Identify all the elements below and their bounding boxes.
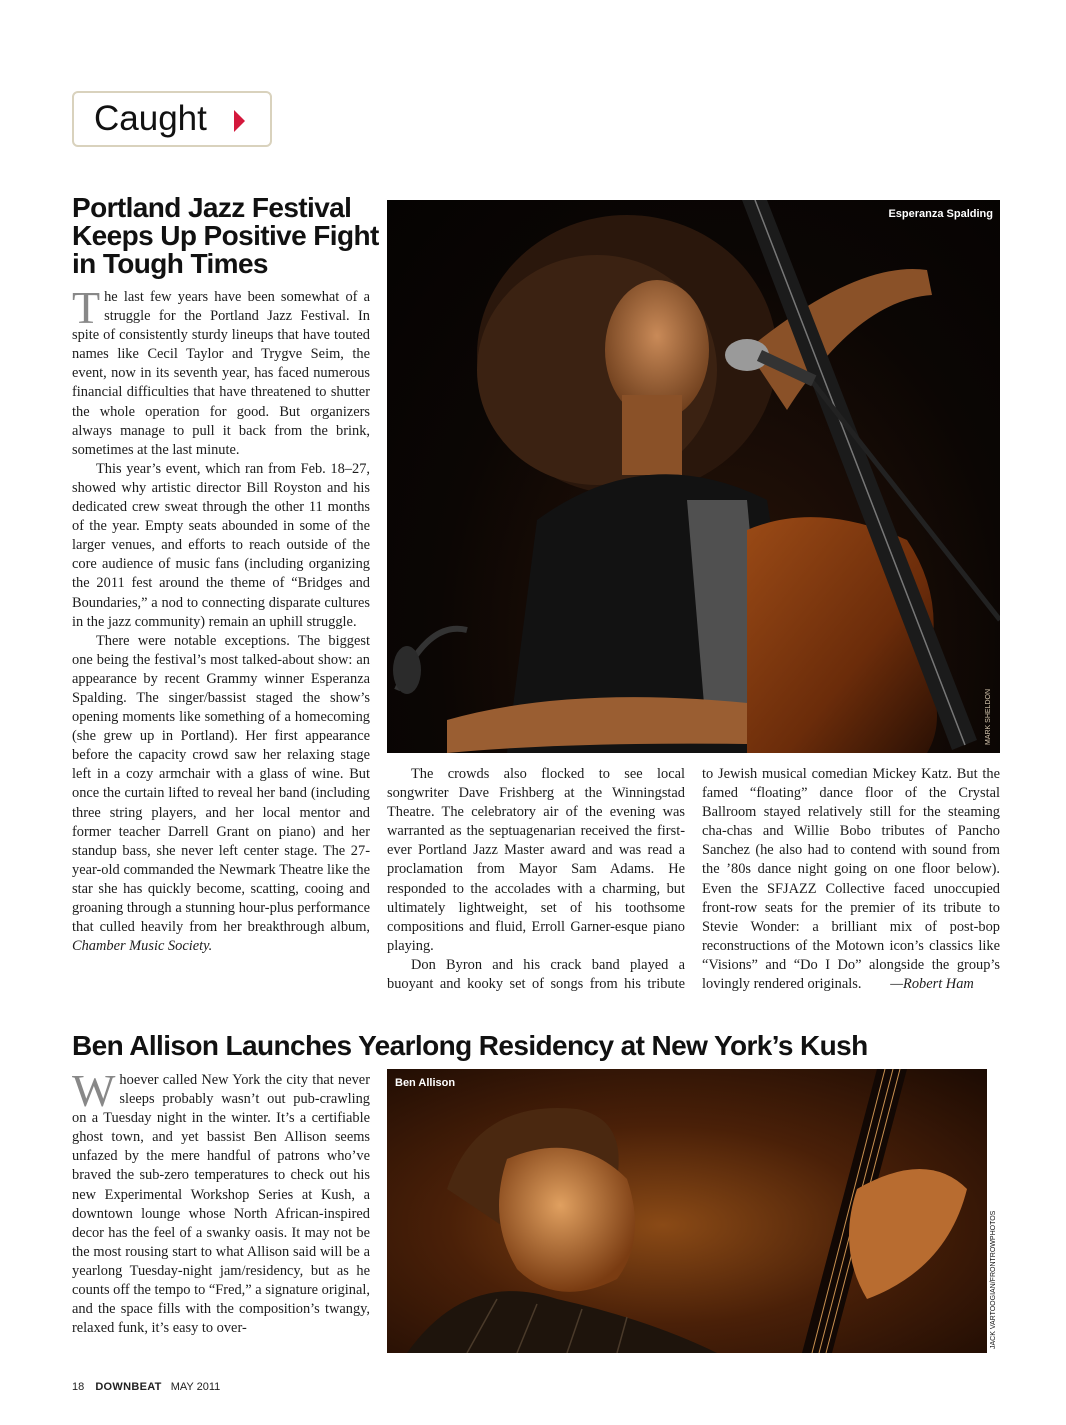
article1-paragraph: There were notable exceptions. The biggest one being the festival’s most talked-about show: an appearance by recent Grammy winner Esperanza Spalding. The singer/bassist staged the show’s opening moments like something of a homecoming (she grew up in Portland). Her first appearance before the capacity crowd saw her relaxing stage left in a cozy armchair with a glass of wine. But once the curtain lifted to reveal her band (including three string players, and her local mentor and former teacher Darrell Grant on piano) and her standup bass, she never left center stage. The 27-year-old commanded the Newmark Theatre like the star she has quickly become, scatting, cooing and groaning through a stunning hour-plus performance that culled heavily from her breakthrough album, Chamber Music Society. <box>72 632 370 955</box>
article1-paragraph: This year’s event, which ran from Feb. 18–27, showed why artistic director Bill Royston and his dedicated crew sweat through the other 11 months of the year. Empty seats abounded in some of the larger venues, and efforts to reach outside of the core audience of music fans (including organizing the 2011 fest around the theme of “Bridges and Boundaries,” a nod to connecting disparate cultures in the jazz community) remain an uphill struggle. <box>72 460 370 630</box>
triangle-right-icon <box>234 110 245 132</box>
article1-headline: Portland Jazz Festival Keeps Up Positive Fight in Tough Times <box>72 192 379 279</box>
article1-paragraph: to Jewish musical comedian Mickey Katz. But the famed “floating” dance floor of the Crystal Ballroom stayed relatively still for the steaming cha-chas and Willie Bobo tributes of Pancho Sanchez (he also had to contend with sound from the ’80s dance night going on one floor below). Even the SFJAZZ Collective faced unoccupied front-row seats for the premier of its tribute to Stevie Wonder: a brilliant mix of post-bop reconstructions of the Motown icon’s classics like “Visions” and “Do I Do” alongside the group’s lovingly rendered originals. —Robert Ham <box>702 766 1000 993</box>
drop-cap: T <box>72 282 101 333</box>
performer-photo-illustration <box>387 200 1000 753</box>
article1-paragraph: Don Byron and his crack band played a buoyant and kooky set of songs from his tribute <box>387 956 685 993</box>
album-title: Chamber Music Society. <box>72 938 213 955</box>
article1-column-2 <box>387 765 685 994</box>
article1-column-1 <box>72 282 370 956</box>
photo-caption: Ben Allison <box>395 1077 456 1089</box>
photo-caption: Esperanza Spalding <box>888 208 993 220</box>
byline: —Robert Ham <box>890 976 974 993</box>
article1-paragraph: The crowds also flocked to see local songwriter Dave Frishberg at the Winningstad Theatre. The celebratory air of the evening was warranted as the septuagenarian received the first-ever Portland Jazz Master award and was read a proclamation from Mayor Sam Adams. He responded to the accolades with a charming, but ultimately lightweight, set of his toothsome compositions and fluid, Erroll Garner-esque piano playing. <box>387 766 685 954</box>
page-number: 18 <box>72 1381 85 1393</box>
drop-cap: W <box>72 1065 116 1116</box>
page-footer <box>72 1381 220 1393</box>
esperanza-spalding-photo <box>387 200 1000 753</box>
photo-credit: JACK VARTOOGIAN/FRONTROWPHOTOS <box>990 1210 997 1349</box>
section-tab <box>72 91 272 147</box>
article2-column-1 <box>72 1065 370 1338</box>
article1-paragraph: The last few years have been somewhat of a struggle for the Portland Jazz Festival. In spite of consistently sturdy lineups that have touted names like Cecil Taylor and Trygve Seim, the event, now in its seventh year, has faced numerous financial difficulties that have threatened to shutter the whole operation for good. But organizers always manage to pull it back from the brink, sometimes at the last minute. <box>72 282 370 458</box>
issue-date: MAY 2011 <box>170 1381 221 1393</box>
section-tab-label: Caught <box>94 99 207 138</box>
photo-credit: MARK SHELDON <box>985 688 992 745</box>
article2-headline: Ben Allison Launches Yearlong Residency at New York’s Kush <box>72 1030 868 1061</box>
article2-paragraph: Whoever called New York the city that never sleeps probably wasn’t out pub-crawling on a Tuesday night in the winter. It’s a certifiable ghost town, and yet bassist Ben Allison seems unfazed by the mere handful of patrons who’ve braved the sub-zero temperatures to check out his new Experimental Workshop Series at Kush, a downtown lounge whose North African-inspired decor has the feel of a swanky oasis. It may not be the most rousing start to what Allison said will be a yearlong Tuesday-night jam/residency, but as he counts off the tempo to “Fred,” a signature original, and the space fills with the composition’s twangy, relaxed funk, it’s easy to over- <box>72 1065 370 1337</box>
magazine-name: DOWNBEAT <box>95 1381 162 1393</box>
ben-allison-photo <box>387 1069 1000 1353</box>
performer-photo-illustration <box>387 1069 987 1353</box>
article1-column-3 <box>702 765 1000 994</box>
